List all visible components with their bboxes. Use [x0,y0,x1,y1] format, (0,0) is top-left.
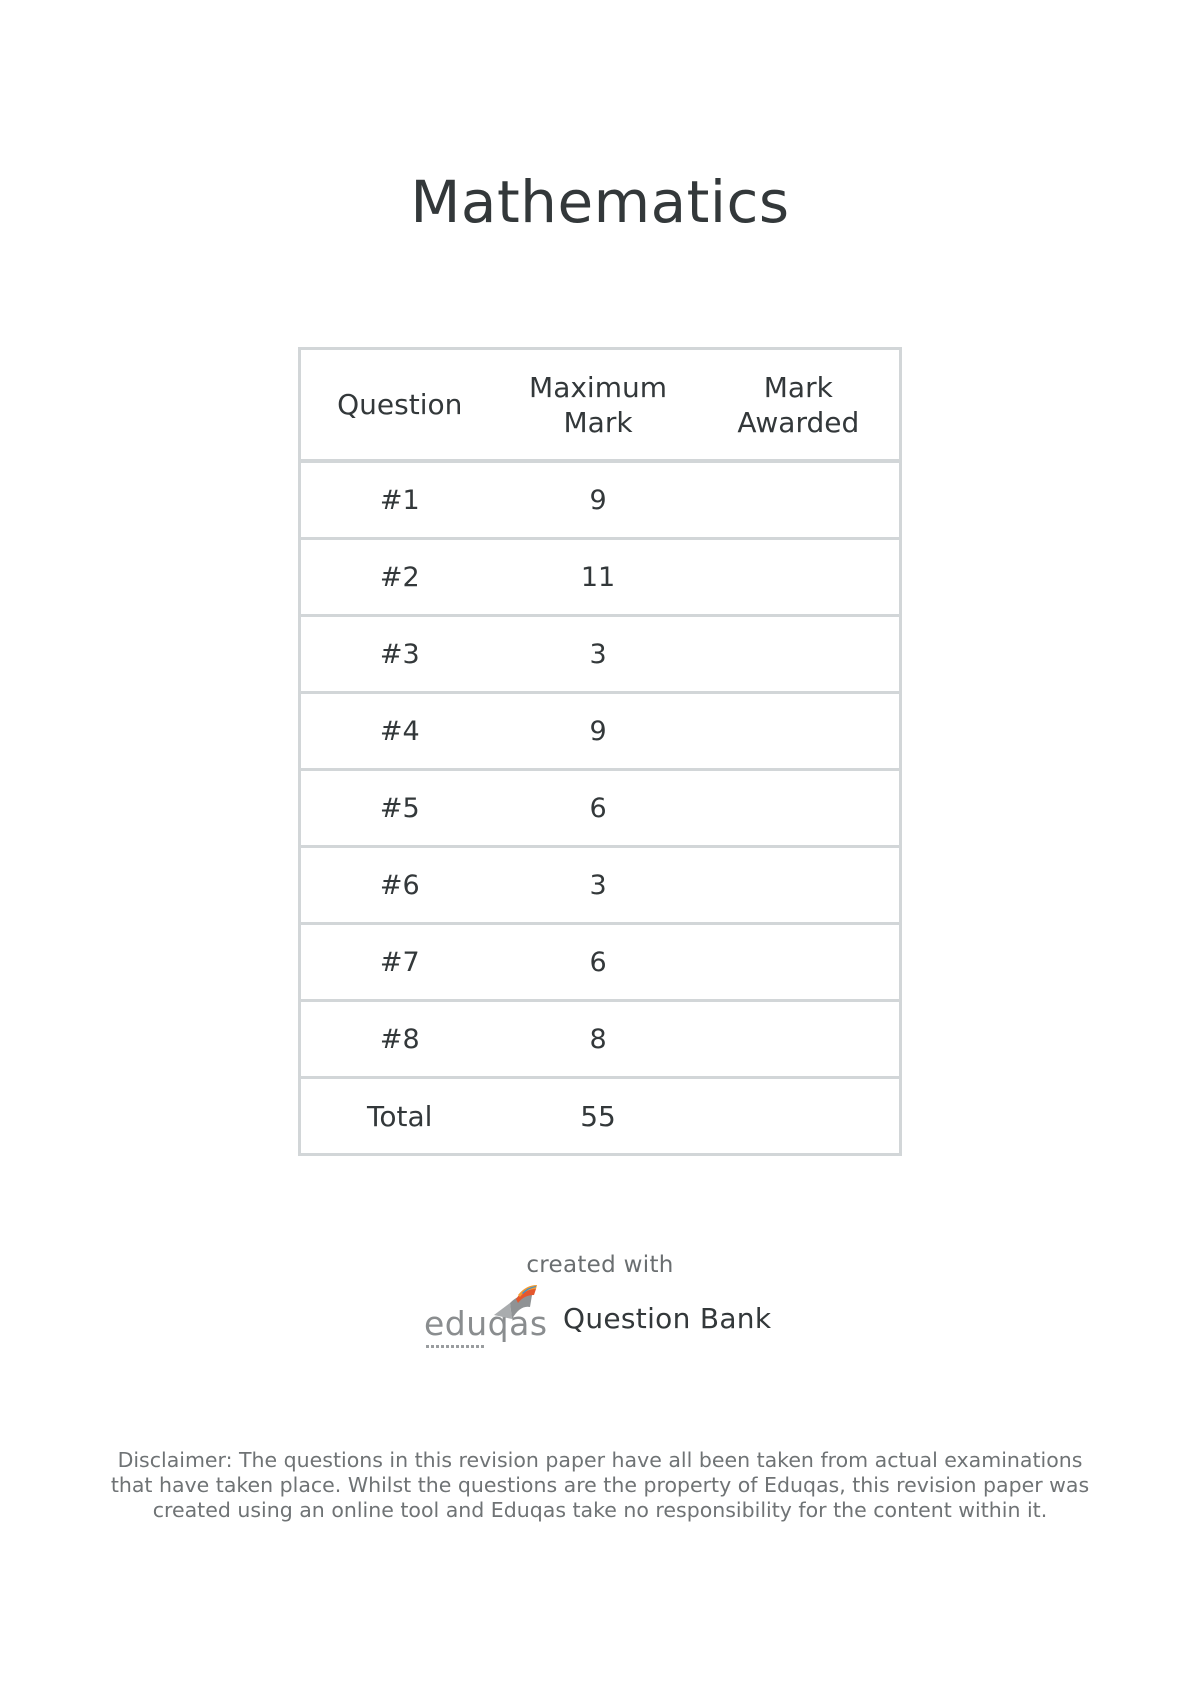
table-row [300,461,901,539]
created-with-section [0,1252,1200,1278]
header-mark-awarded [698,349,901,462]
table-row [300,1001,901,1078]
question-cell: #2 [300,539,499,616]
mark-awarded-cell [698,770,901,847]
max-mark-cell: 3 [498,847,697,924]
mark-awarded-cell [698,616,901,693]
max-mark-cell: 9 [498,693,697,770]
disclaimer-line-1: Disclaimer: The questions in this revision paper have all been taken from actual examinations [117,1448,1083,1472]
table-header-row [300,349,901,462]
mark-awarded-cell [698,924,901,1001]
question-cell: #4 [300,693,499,770]
mark-awarded-cell [698,847,901,924]
table-row [300,693,901,770]
header-mark-awarded-line1: Mark [763,370,833,404]
disclaimer-line-3: created using an online tool and Eduqas take no responsibility for the content within it. [152,1498,1048,1522]
mark-awarded-cell [698,539,901,616]
total-label-cell: Total [300,1078,499,1155]
total-row [300,1078,901,1155]
max-mark-cell: 9 [589,484,607,516]
total-max-mark-cell: 55 [498,1078,697,1155]
marks-table [298,347,902,1156]
max-mark-cell: 8 [498,1001,697,1078]
header-mark-awarded-line2: Awarded [737,405,860,439]
logo-tagline-mark [426,1345,486,1348]
page-title: Mathematics [410,168,790,236]
mark-awarded-cell [698,693,901,770]
table-row [300,616,901,693]
total-mark-awarded-cell [698,1078,901,1155]
question-cell: #8 [300,1001,499,1078]
product-name: Question Bank [563,1302,772,1335]
eduqas-logo [420,1285,548,1357]
question-cell: #5 [300,770,499,847]
created-with-label: created with [526,1252,674,1278]
table-row [300,847,901,924]
question-cell: #3 [300,616,499,693]
disclaimer-text [110,1448,1090,1523]
mark-awarded-cell [698,461,901,539]
disclaimer-line-2: that have taken place. Whilst the questions are the property of Eduqas, this revision paper was [110,1473,1090,1497]
header-maximum-mark [498,349,697,462]
eduqas-logo-text: eduqas [424,1304,548,1343]
header-question-label: Question [337,388,463,421]
question-cell: #1 [379,484,420,516]
question-cell: #6 [300,847,499,924]
max-mark-cell: 3 [498,616,697,693]
question-cell: #7 [300,924,499,1001]
header-maximum-mark-line2: Mark [563,405,633,439]
brand-row [420,1285,800,1357]
table-row [300,924,901,1001]
header-question [300,349,499,462]
max-mark-cell: 6 [498,770,697,847]
mark-awarded-cell [698,1001,901,1078]
max-mark-cell: 6 [498,924,697,1001]
header-maximum-mark-line1: Maximum [529,370,668,404]
max-mark-cell: 11 [498,539,697,616]
table-row [300,539,901,616]
table-row [300,770,901,847]
